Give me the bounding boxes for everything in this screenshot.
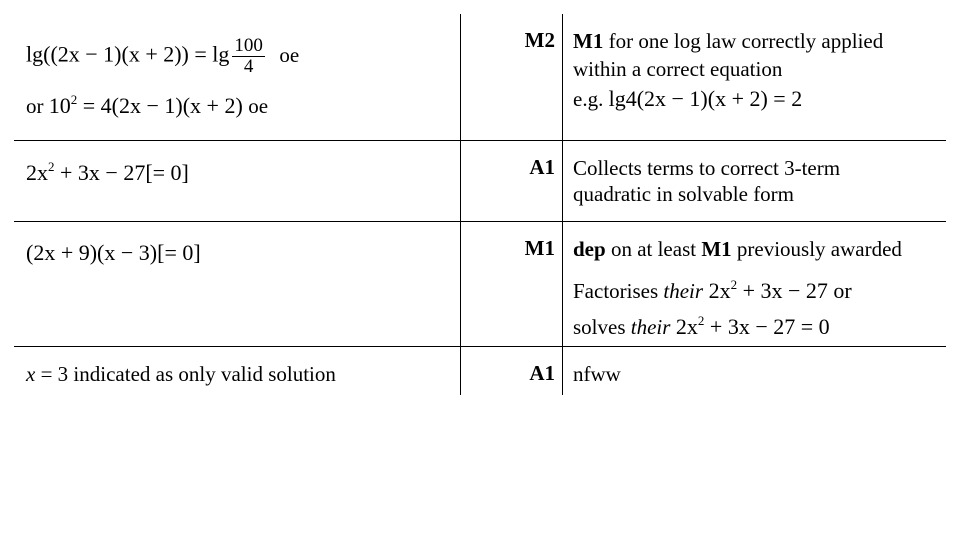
example-equation: lg4(2x − 1)(x + 2) = 2 <box>608 86 803 111</box>
answer-cell <box>14 141 460 221</box>
exponent: 2 <box>48 159 55 174</box>
variable: x <box>26 362 36 386</box>
mark-cell <box>460 347 563 395</box>
notes-line-1: Collects terms to correct 3-term <box>573 156 841 180</box>
log-equation: lg((2x − 1)(x + 2)) = lg <box>26 41 230 67</box>
expanded-equation: = 4(2x − 1)(x + 2) <box>77 93 249 118</box>
notes-cell <box>562 141 947 221</box>
their-italic: their <box>630 315 671 339</box>
note-text: solves <box>573 315 631 339</box>
notes-line-1 <box>573 236 902 262</box>
or-label: or <box>26 94 49 118</box>
mark-code: M2 <box>524 28 555 52</box>
answer-line-1 <box>26 36 299 77</box>
mark-code: A1 <box>529 361 555 385</box>
answer-line-2 <box>26 92 268 119</box>
notes-line-2 <box>573 272 852 304</box>
term: + 3x − 27[= 0] <box>54 160 189 185</box>
notes-line-1: nfww <box>573 362 621 386</box>
table-row <box>14 141 946 222</box>
bold-mark: M1 <box>701 237 732 261</box>
term: 2x <box>703 278 731 303</box>
mark-cell <box>460 141 563 221</box>
answer-cell <box>14 14 460 140</box>
quadratic-expression <box>26 159 189 186</box>
notes-line-3 <box>573 86 802 112</box>
mark-scheme-table <box>14 14 946 395</box>
exponent: 2 <box>730 277 738 292</box>
answer-cell <box>14 347 460 395</box>
notes-line-1 <box>573 28 883 54</box>
notes-line-3 <box>573 308 830 340</box>
answer-cell <box>14 222 460 346</box>
note-text: Factorises <box>573 279 664 303</box>
fraction-denominator: 4 <box>243 56 254 77</box>
final-answer <box>26 361 336 387</box>
table-row <box>14 14 946 141</box>
bold-mark: M1 <box>573 29 604 53</box>
oe-label: oe <box>279 42 300 67</box>
table-row <box>14 222 946 347</box>
factorised-expression: (2x + 9)(x − 3)[= 0] <box>26 240 201 265</box>
term: + 3x − 27 or <box>737 278 852 303</box>
fraction <box>232 36 265 77</box>
note-text: on at least <box>605 237 702 261</box>
note-text: for one log law correctly applied <box>603 29 884 53</box>
term: 2x <box>670 314 698 339</box>
mark-code: A1 <box>529 155 555 179</box>
fraction-numerator: 100 <box>234 35 263 56</box>
notes-cell <box>562 222 947 346</box>
mark-code: M1 <box>524 236 555 260</box>
oe-label: oe <box>248 94 269 118</box>
answer-text: = 3 indicated as only valid solution <box>35 362 336 386</box>
term: + 3x − 27 = 0 <box>704 314 830 339</box>
notes-line-2: quadratic in solvable form <box>573 182 795 206</box>
dep-label: dep <box>573 237 606 261</box>
power-base: 10 <box>48 93 71 118</box>
notes-line-2: within a correct equation <box>573 57 783 81</box>
exponent: 2 <box>697 313 705 328</box>
notes-cell <box>562 14 947 140</box>
their-italic: their <box>663 279 704 303</box>
eg-label: e.g. <box>573 87 609 111</box>
term: 2x <box>26 160 48 185</box>
power-exponent: 2 <box>70 92 78 107</box>
mark-cell <box>460 222 563 346</box>
note-text: previously awarded <box>731 237 902 261</box>
notes-cell <box>562 347 947 395</box>
table-row <box>14 347 946 395</box>
mark-cell <box>460 14 563 140</box>
